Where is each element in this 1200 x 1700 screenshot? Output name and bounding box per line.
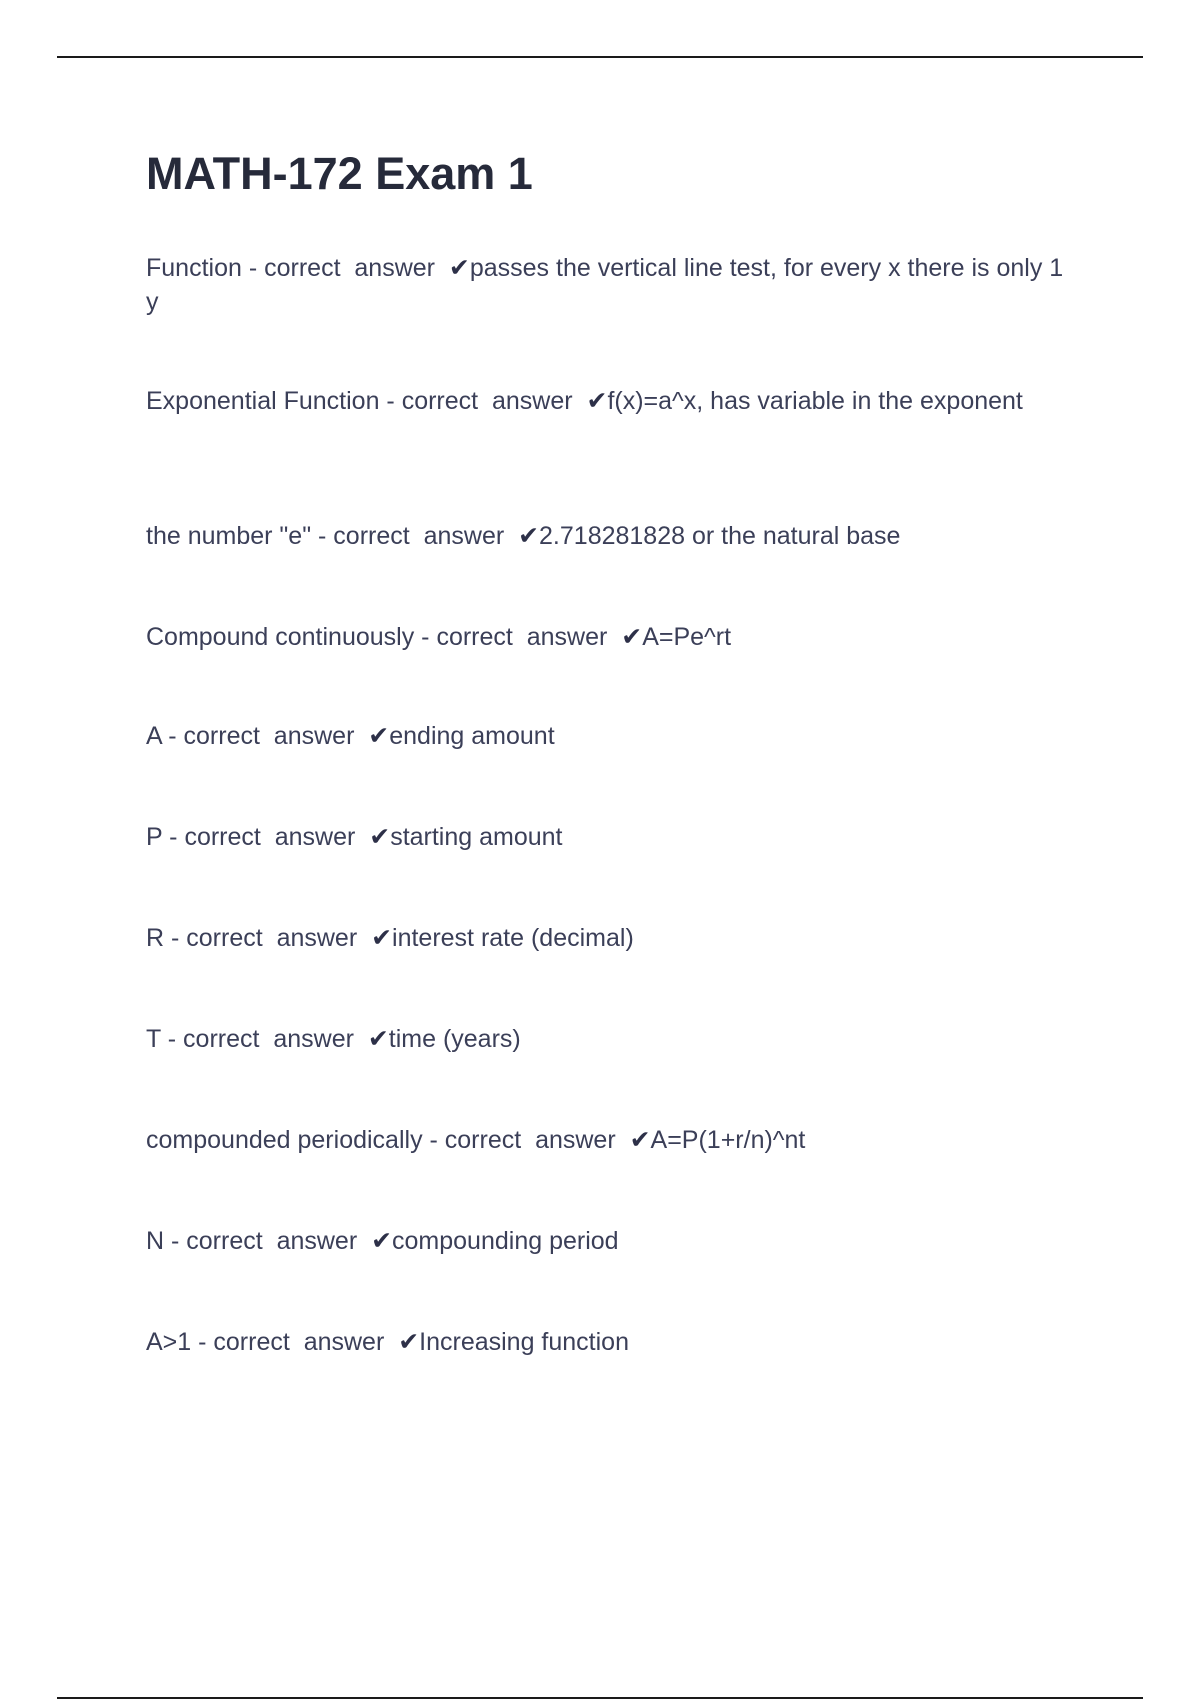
term: the number "e" [146, 522, 312, 550]
term: compounded periodically [146, 1126, 423, 1154]
term: Function [146, 254, 242, 282]
answer-separator: - correct answer [161, 722, 369, 750]
definition: A=P(1+r/n)^nt [650, 1126, 806, 1154]
list-item [146, 1022, 1076, 1056]
term: A [146, 722, 162, 750]
list-item [146, 1224, 1076, 1258]
answer-separator: - correct answer [191, 1328, 399, 1356]
definition: ending amount [389, 722, 555, 750]
term: Compound continuously [146, 623, 415, 651]
answer-separator: - correct answer [162, 823, 370, 851]
list-item [146, 1123, 1076, 1157]
checkmark-icon: ✔ [629, 1126, 651, 1154]
definition: f(x)=a^x, has variable in the exponent [607, 387, 1023, 415]
list-item [146, 519, 1076, 553]
list-item [146, 251, 1076, 319]
checkmark-icon: ✔ [371, 924, 393, 952]
answer-separator: - correct answer [164, 924, 372, 952]
answer-separator: - correct answer [160, 1025, 368, 1053]
list-item [146, 620, 1076, 654]
definition: 2.718281828 or the natural base [539, 522, 901, 550]
answer-separator: - correct answer [379, 387, 587, 415]
answer-separator: - correct answer [311, 522, 519, 550]
definition: time (years) [388, 1025, 521, 1053]
definition: Increasing function [419, 1328, 629, 1356]
bottom-divider [57, 1697, 1143, 1699]
page-title: MATH-172 Exam 1 [146, 148, 533, 199]
checkmark-icon: ✔ [368, 722, 390, 750]
answer-separator: - correct answer [422, 1126, 630, 1154]
term: Exponential Function [146, 387, 380, 415]
definition: compounding period [392, 1227, 619, 1255]
definition: interest rate (decimal) [392, 924, 634, 952]
term: T [146, 1025, 161, 1053]
list-item [146, 384, 1076, 418]
answer-separator: - correct answer [241, 254, 449, 282]
term: R [146, 924, 165, 952]
checkmark-icon: ✔ [448, 254, 470, 282]
list-item [146, 1325, 1076, 1359]
checkmark-icon: ✔ [369, 823, 391, 851]
definition: starting amount [390, 823, 563, 851]
checkmark-icon: ✔ [621, 623, 643, 651]
answer-separator: - correct answer [164, 1227, 372, 1255]
answer-separator: - correct answer [414, 623, 622, 651]
checkmark-icon: ✔ [518, 522, 540, 550]
term: P [146, 823, 163, 851]
checkmark-icon: ✔ [371, 1227, 393, 1255]
definition: A=Pe^rt [642, 623, 732, 651]
term: A>1 [146, 1328, 192, 1356]
definition: passes the vertical line test, for every x there is only 1 y [146, 254, 1064, 316]
checkmark-icon: ✔ [586, 387, 608, 415]
top-divider [57, 56, 1143, 58]
checkmark-icon: ✔ [398, 1328, 420, 1356]
list-item [146, 719, 1076, 753]
term: N [146, 1227, 165, 1255]
list-item [146, 921, 1076, 955]
list-item [146, 820, 1076, 854]
checkmark-icon: ✔ [367, 1025, 389, 1053]
